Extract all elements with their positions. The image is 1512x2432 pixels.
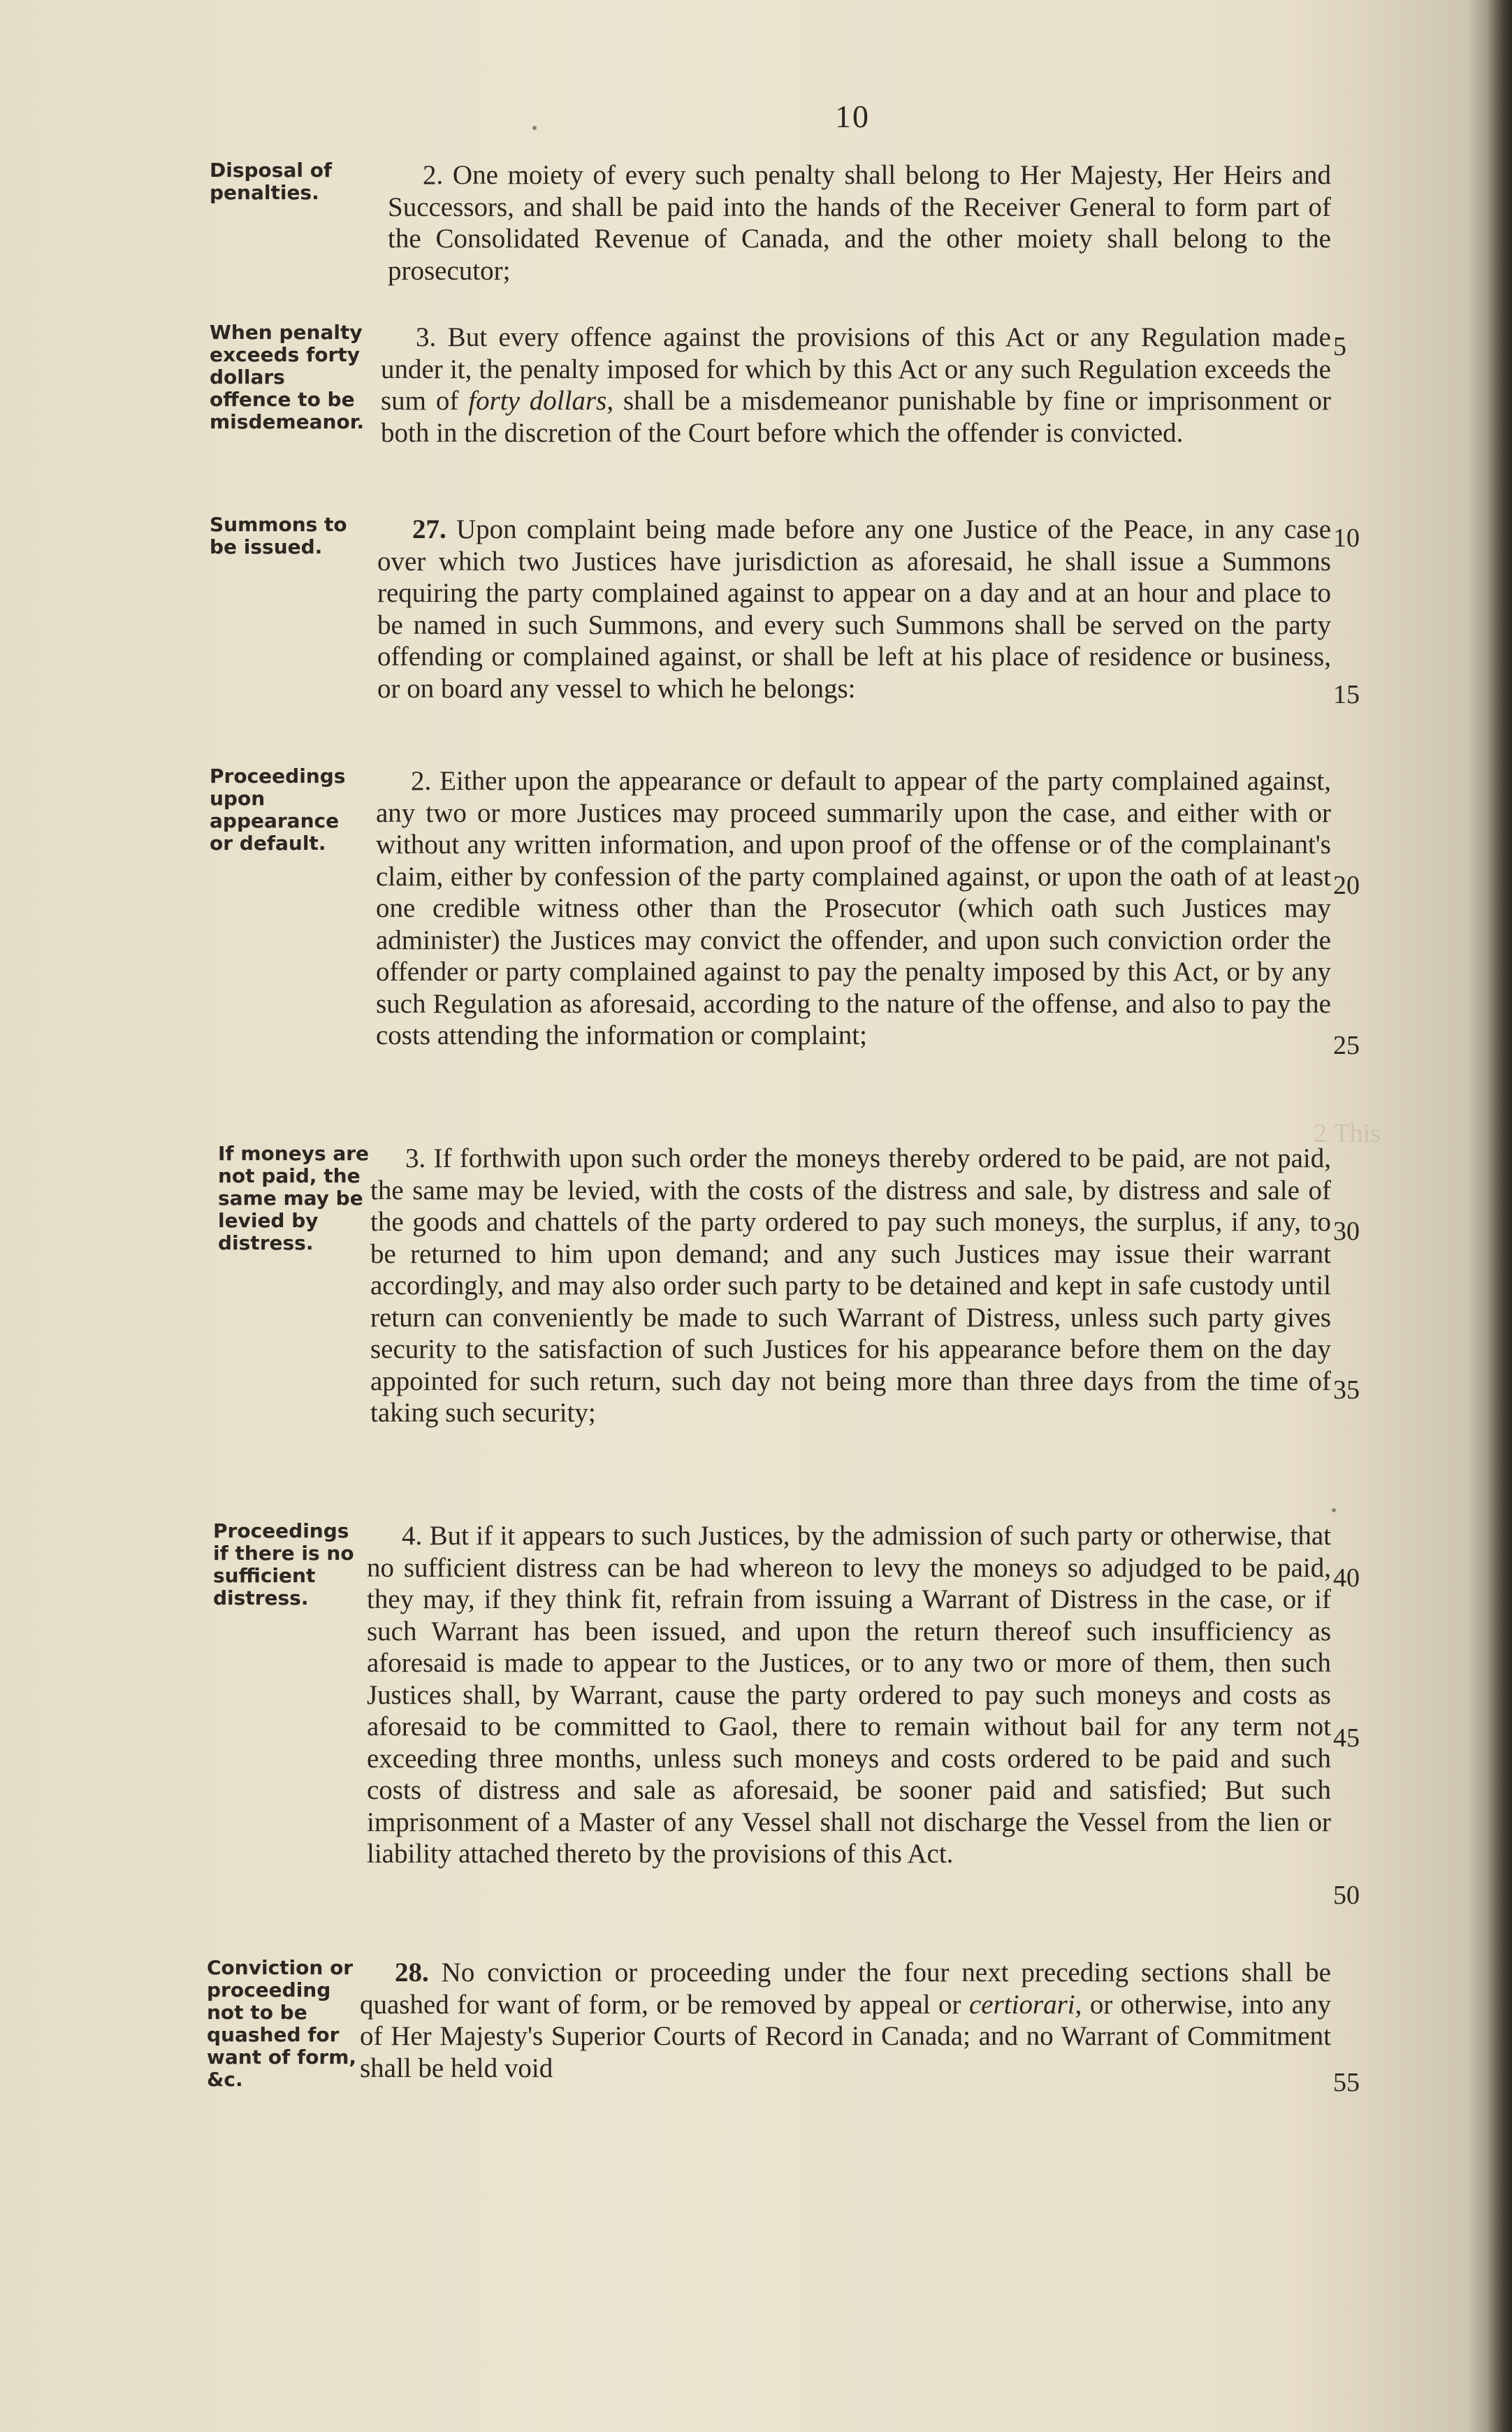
section-body — [360, 1957, 1331, 2084]
paragraph: 2. One moiety of every such penalty shall belong to Her Majesty, Her Heirs and Successors, and shall be paid into the hands of the Receiver General to form part of the Consolidated Revenue of Canada, and the other moiety shall belong to the prosecutor; — [388, 160, 1331, 286]
margin-note: Conviction or proceeding not to be quashed for want of form, &c. — [207, 1956, 357, 2091]
line-number: 40 — [1333, 1563, 1360, 1593]
margin-note: If moneys are not paid, the same may be levied by distress. — [218, 1142, 370, 1254]
text-segment: No conviction or proceeding under the four next preceding sections shall be quashed for want of form, or be removed by appeal or — [360, 1957, 1331, 2020]
page-number: 10 — [835, 99, 870, 134]
margin-note: Proceedings upon appearance or default. — [210, 765, 346, 855]
section-body — [381, 321, 1331, 449]
margin-note: Proceedings if there is no sufficient distress. — [213, 1519, 354, 1609]
text-segment: 3. But every offence against the provisions of this Act or any Regulation made under it, the penalty imposed for which by this Act or any such Regulation exceeds the sum of — [381, 322, 1331, 416]
margin-note: Disposal of penalties. — [210, 159, 333, 204]
text-segment: , or otherwise, into any of Her Majesty's Superior Courts of Record in Canada; and no Warrant of Commitment shall be held void — [360, 1989, 1332, 2083]
speck — [532, 126, 537, 130]
section-body — [388, 159, 1331, 287]
italic-amount: forty dollars — [468, 386, 607, 416]
section-body — [367, 1520, 1331, 1870]
italic-term: certiorari — [968, 1989, 1075, 2020]
line-number: 45 — [1333, 1723, 1360, 1753]
margin-note: When penalty exceeds forty dollars offence to be misdemeanor. — [210, 321, 365, 433]
section-number: 27. — [412, 514, 446, 544]
paragraph: 3. If forthwith upon such order the moneys thereby ordered to be paid, are not paid, the same may be levied, with the costs of the distress and sale, by distress and sale of the goods and chattels of the party ordered to pay such moneys, the surplus, if any, to be returned to him upon demand; and any such Justices may issue their warrant accordingly, and may also order such party to be detained and kept in safe custody until return can conveniently be made to such Warrant of Distress, unless such party gives security to the satisfaction of such Justices for his appearance before them on the day appointed for such return, such day not being more than three days from the time of taking such security; — [370, 1143, 1331, 1428]
line-number: 20 — [1333, 871, 1360, 900]
text-segment: Upon complaint being made before any one Justice of the Peace, in any case over which two Justices have jurisdiction as aforesaid, he shall issue a Summons requiring the party complained against to appear on a day and at an hour and place to be named in such Summons, and every such Summons shall be served on the party offending or complained against, or shall be left at his place of residence or business, or on board any vessel to which he belongs: — [377, 514, 1331, 704]
line-number: 10 — [1333, 523, 1360, 553]
line-number: 30 — [1333, 1217, 1360, 1246]
section-body — [377, 514, 1331, 704]
speck — [1332, 1508, 1336, 1512]
line-number: 55 — [1333, 2068, 1360, 2097]
section-body — [376, 765, 1331, 1052]
paragraph — [381, 321, 1331, 449]
margin-note: Summons to be issued. — [210, 513, 347, 558]
line-number: 35 — [1333, 1375, 1360, 1405]
bleed-through-text: 2 This — [1314, 1119, 1381, 1148]
section-body — [370, 1143, 1331, 1429]
line-number: 25 — [1333, 1031, 1360, 1060]
line-number: 15 — [1333, 680, 1360, 709]
paragraph: 4. But if it appears to such Justices, by the admission of such party or otherwise, that no sufficient distress can be had whereon to levy the moneys so adjudged to be paid, they may, if they think fit, refrain from issuing a Warrant of Distress in the case, or if such Warrant has been issued, and upon the return thereof such insufficiency as aforesaid is made to appear to the Justices, or to any two or more of them, then such Justices shall, by Warrant, cause the party ordered to pay such moneys and costs as aforesaid to be committed to Gaol, there to remain without bail for any term not exceeding three months, unless such moneys and costs ordered to be paid and such costs of distress and sale as aforesaid, be sooner paid and satisfied; But such imprisonment of a Master of any Vessel shall not discharge the Vessel from the lien or liability attached thereto by the provisions of this Act. — [367, 1521, 1331, 1869]
book-binding-edge — [1488, 0, 1512, 2432]
section-number: 28. — [395, 1957, 429, 1988]
paragraph — [360, 1957, 1331, 2084]
text-segment: , shall be a misdemeanor punishable by fine or imprisonment or both in the discretion of the Court before which the offender is convicted. — [381, 386, 1332, 448]
paragraph — [377, 514, 1331, 704]
paragraph: 2. Either upon the appearance or default to appear of the party complained against, any two or more Justices may proceed summarily upon the case, and either with or without any written information, and upon proof of the offense or of the complainant's claim, either by confession of the party complained against, or upon the oath of at least one credible witness other than the Prosecutor (which oath such Justices may administer) the Justices may convict the offender, and upon such conviction order the offender or party complained against to pay the penalty imposed by this Act, or by any such Regulation as aforesaid, according to the nature of the offense, and also to pay the costs attending the information or complaint; — [376, 766, 1331, 1050]
line-number: 50 — [1333, 1881, 1360, 1910]
line-number: 5 — [1333, 332, 1346, 361]
